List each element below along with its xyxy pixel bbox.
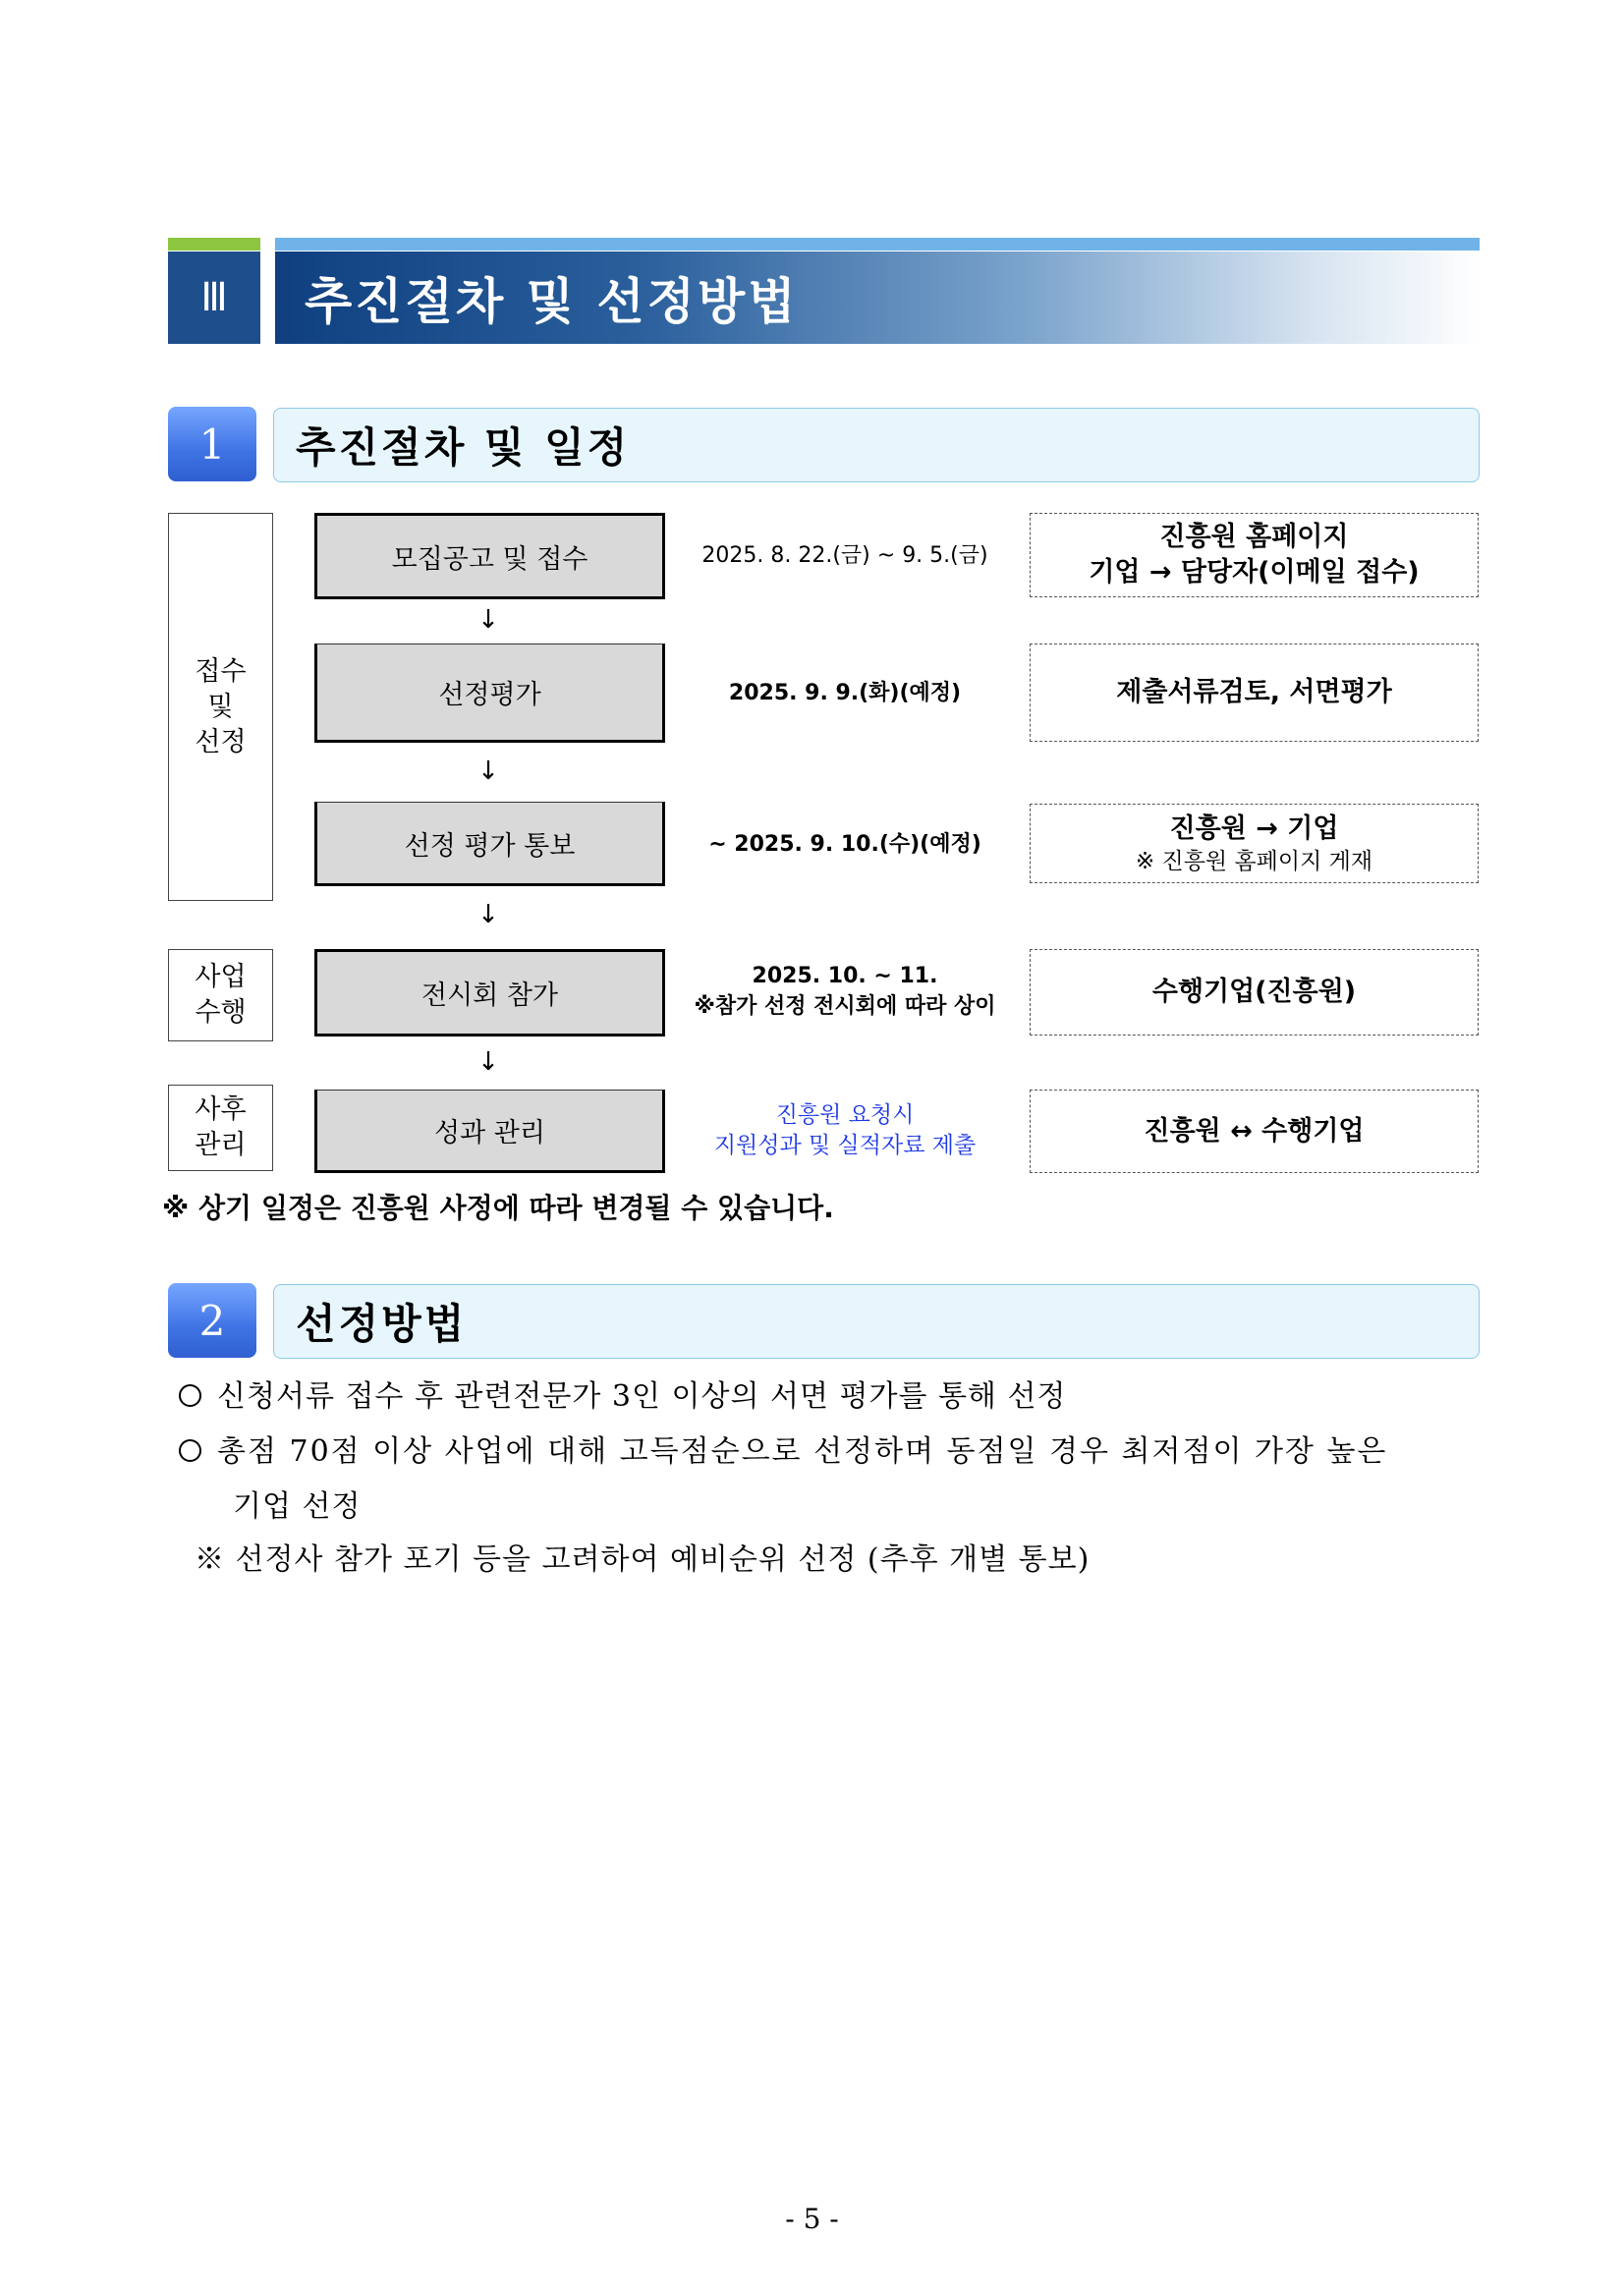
step-notification: 선정 평가 통보: [314, 802, 665, 886]
section-1-title: 추진절차 및 일정: [296, 423, 631, 472]
step-recruitment-note: [1030, 513, 1479, 597]
method-bullet-1-text: 신청서류 접수 후 관련전문가 3인 이상의 서면 평가를 통해 선정: [217, 1379, 1067, 1414]
section-1-title-box: [273, 408, 1480, 482]
note-main: 진흥원 홈페이지 기업 → 담당자(이메일 접수): [1089, 522, 1420, 588]
step-evaluation: 선정평가: [314, 644, 665, 743]
flow-arrow: ↓: [477, 605, 499, 635]
note-main: 진흥원 ↔ 수행기업: [1144, 1115, 1365, 1147]
step-exhibition-note: [1030, 949, 1479, 1036]
step-notification-note: [1030, 804, 1479, 883]
chapter-accent-bar: [168, 238, 260, 251]
step-exhibition: 전시회 참가: [314, 949, 665, 1036]
note-main: 진흥원 → 기업: [1169, 812, 1339, 844]
flow-arrow: ↓: [477, 900, 499, 929]
step-exhibition-date: 2025. 10. ~ 11. ※참가 선정 전시회에 따라 상이: [694, 964, 996, 1019]
chapter-title-banner: [275, 252, 1480, 344]
page-number: - 5 -: [785, 2203, 839, 2235]
method-bullet-2-text: 총점 70점 이상 사업에 대해 고득점순으로 선정하며 동점일 경우 최저점이 가장 높은: [217, 1434, 1388, 1469]
chapter-number: Ⅲ: [168, 252, 260, 344]
step-performance: 성과 관리: [314, 1090, 665, 1173]
step-evaluation-note: [1030, 644, 1479, 742]
step-notification-date: ~ 2025. 9. 10.(수)(예정): [708, 831, 981, 857]
method-bullet-2-cont: 기업 선정: [233, 1489, 362, 1524]
step-evaluation-date: 2025. 9. 9.(화)(예정): [728, 680, 962, 705]
circle-bullet-icon: [179, 1439, 201, 1462]
note-main: 수행기업(진흥원): [1151, 977, 1357, 1007]
group-followup: 사후 관리: [168, 1085, 273, 1171]
step-recruitment: 모집공고 및 접수: [314, 513, 665, 599]
note-sub: ※ 진흥원 홈페이지 게재: [1135, 848, 1373, 874]
flow-arrow: ↓: [477, 756, 499, 786]
section-2-title-box: [273, 1284, 1480, 1359]
note-main: 제출서류검토, 서면평가: [1116, 677, 1392, 707]
section-2-number: 2: [168, 1283, 256, 1358]
chapter-top-bar: [275, 238, 1480, 251]
method-bullet-2: [179, 1427, 1485, 1470]
circle-bullet-icon: [179, 1384, 201, 1407]
method-bullet-1: [179, 1372, 1066, 1415]
flow-arrow: ↓: [477, 1047, 499, 1077]
method-note: ※ 선정사 참가 포기 등을 고려하여 예비순위 선정 (추후 개별 통보): [195, 1542, 1091, 1577]
step-performance-date: 진흥원 요청시 지원성과 및 실적자료 제출: [713, 1102, 977, 1158]
chapter-title: 추진절차 및 선정방법: [305, 273, 799, 330]
section-1-number: 1: [168, 407, 256, 481]
schedule-note: ※ 상기 일정은 진흥원 사정에 따라 변경될 수 있습니다.: [162, 1192, 834, 1224]
group-selection: 접수 및 선정: [168, 513, 273, 901]
section-2-title: 선정방법: [296, 1300, 468, 1348]
step-recruitment-date: 2025. 8. 22.(금) ~ 9. 5.(금): [701, 542, 988, 568]
step-performance-note: [1030, 1090, 1479, 1173]
group-execution: 사업 수행: [168, 949, 273, 1041]
